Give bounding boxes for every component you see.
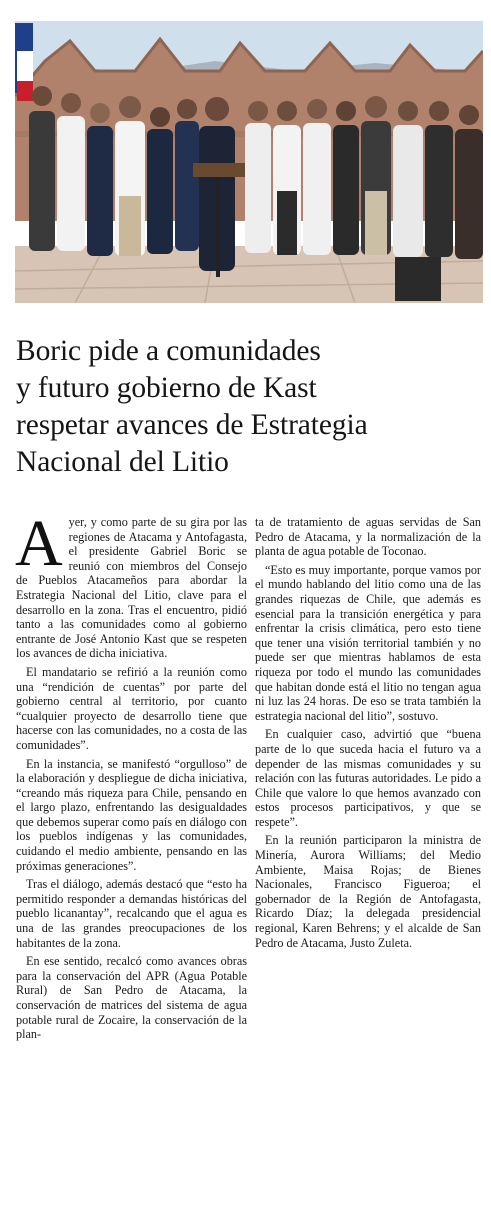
headline-line-3: respetar avances de Estrategia [16,409,368,441]
article-column-left [15,507,247,1046]
paragraph-7: En cualquier caso, advirtió que “buena parte de lo que suceda hacia el futuro va a depender de las mismas comunidades y su relación con las futuras autoridades. Le pido a Chile que valore lo que hemos avanzado con estos procesos participativos, y que se respete”. [255,727,481,829]
drop-cap: A [15,507,63,580]
headline-line-4: Nacional del Litio [16,446,229,478]
paragraph-1 [15,507,247,661]
paragraph-5: En ese sentido, recalcó como avances obras para la conservación del APR (Agua Potable Rural) de San Pedro de Atacama, la conservación de matrices del sistema de agua potable rural de Zocaire, la conservación de la plan- [16,954,247,1042]
paragraph-8: En la reunión participaron la ministra de Minería, Aurora Williams; del Medio Ambiente, Maisa Rojas; de Bienes Nacionales, Francisco Figueroa; el gobernador de la Región de Antofagasta, Ricardo Díaz; la delegada presidencial regional, Karen Behrens; y el alcalde de San Pedro de Atacama, Justo Zuleta. [255,833,481,950]
article-photo [15,21,483,303]
headline-line-2: y futuro gobierno de Kast [16,372,317,404]
paragraph-2: El mandatario se refirió a la reunión como una “rendición de cuentas” por parte del gobierno central al territorio, por cuanto “cualquier proyecto de desarrollo tiene que hacerse con las comunidades, no a costa de las comunidades”. [16,664,247,752]
paragraph-5-continuation: ta de tratamiento de aguas servidas de San Pedro de Atacama, y la normalización de la planta de agua potable de Toconao. [255,515,481,559]
paragraph-6: “Esto es muy importante, porque vamos por el mundo hablando del litio como una de las grandes riquezas de Chile, que además es esencial para la transición energética y para enfrentar la crisis climática, pero esto tiene que tener una visión territorial también y no puede ser que mientras hablamos de esta riqueza por todo el mundo las comunidades que habitan donde está el litio no tengan agua ni luz las 24 horas. De eso se trata también la estrategia nacional del litio”, sostuvo. [255,562,481,723]
headline [16,333,481,481]
article-column-right [255,515,481,954]
paragraph-4: Tras el diálogo, además destacó que “esto ha permitido responder a demandas históricas del pueblo licanantay”, recalcando que el agua es una de las grandes preocupaciones de los habitantes de la zona. [16,877,247,950]
paragraph-1-text: yer, y como parte de su gira por las regiones de Atacama y Antofagasta, el presidente Gabriel Boric se reunió con miembros del Consejo de Pueblos Atacameños para abordar la Estrategia Nacional del Litio, clave para el desarrollo en la zona. Tras el encuentro, pidió tanto a las comunidades como al gobierno entrante de José Antonio Kast que se respeten los avances de dicha iniciativa. [16,515,247,661]
headline-line-1: Boric pide a comunidades [16,335,321,367]
paragraph-3: En la instancia, se manifestó “orgulloso” de la elaboración y despliegue de dicha iniciativa, “creando más riqueza para Chile, pensando en el largo plazo, enfrentando las desigualdades que debemos superar como país en diálogo con los pueblos indígenas y las comunidades, cuidando el medio ambiente, pensando en las próximas generaciones”. [16,756,247,873]
